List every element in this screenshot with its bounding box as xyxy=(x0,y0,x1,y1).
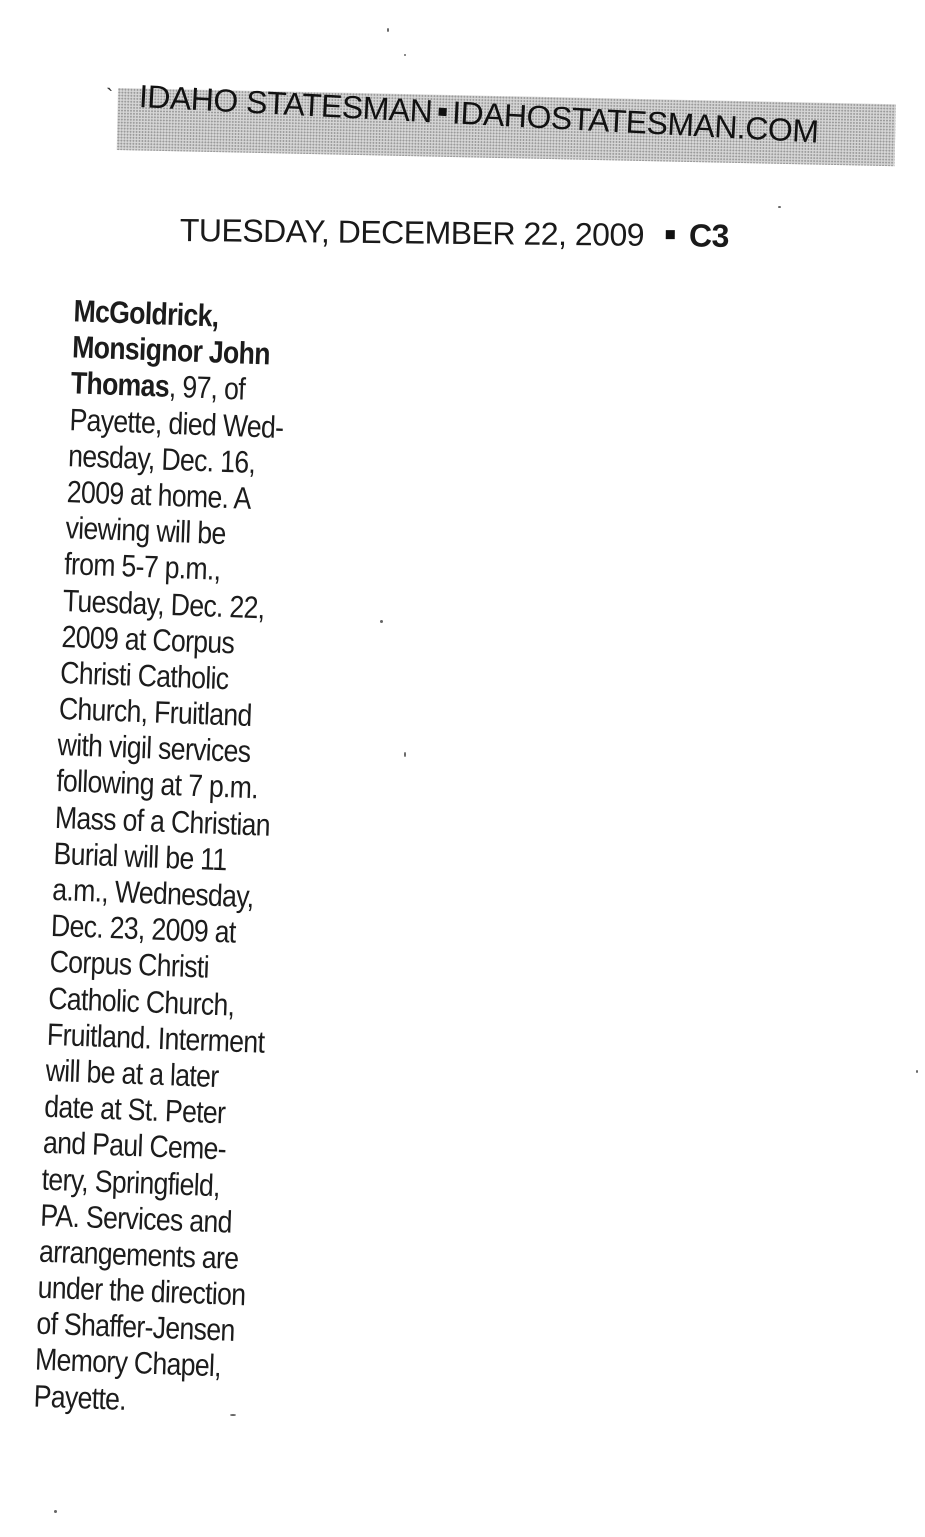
obituary-age: , 97, of xyxy=(168,369,246,407)
scan-speck xyxy=(916,1070,918,1073)
obituary-text-line: Catholic Church, xyxy=(47,980,235,1023)
scan-speck xyxy=(387,28,389,32)
masthead-website: IDAHOSTATESMAN.COM xyxy=(451,94,820,150)
obituary-text-line: Christi Catholic xyxy=(59,654,230,697)
dateline-bullet xyxy=(666,230,675,239)
obituary-text-line: from 5-7 p.m., xyxy=(63,546,222,588)
obituary-name-surname: Thomas xyxy=(70,365,170,405)
obituary-text-line: will be at a later xyxy=(45,1052,220,1095)
scan-speck xyxy=(404,752,406,757)
page-number: C3 xyxy=(688,217,730,254)
dateline-date: TUESDAY, DECEMBER 22, 2009 xyxy=(179,212,645,253)
scan-speck xyxy=(54,1510,57,1513)
obituary-text-line: following at 7 p.m. xyxy=(55,763,259,806)
obituary-text-line: Dec. 23, 2009 at xyxy=(50,908,237,950)
scan-speck xyxy=(230,1414,236,1416)
obituary-text-line: Payette. xyxy=(33,1378,127,1417)
obituary-text-line: 2009 at Corpus xyxy=(60,618,235,661)
obituary-text-line: Fruitland. Interment xyxy=(46,1016,265,1060)
obituary-text-line: Mass of a Christian xyxy=(54,799,271,843)
obituary-text-line: under the direction xyxy=(37,1269,247,1313)
obituary-text-line: Memory Chapel, xyxy=(34,1342,222,1384)
obituary-text-line: a.m., Wednesday, xyxy=(51,871,255,915)
obituary-text-line: Corpus Christi xyxy=(49,944,210,986)
scan-speck xyxy=(404,54,406,56)
obituary-text-line: date at St. Peter xyxy=(43,1088,226,1131)
obituary xyxy=(33,293,394,1434)
obituary-text-line: 2009 at home. A xyxy=(66,474,252,516)
scan-speck xyxy=(380,620,383,623)
masthead-separator xyxy=(438,107,446,115)
obituary-name-line: Monsignor John xyxy=(71,329,271,372)
obituary-text-line: PA. Services and xyxy=(39,1197,233,1240)
masthead-publication: IDAHO STATESMAN xyxy=(138,78,434,130)
obituary-text-line: tery, Springfield, xyxy=(41,1161,221,1203)
obituary-text-line: Tuesday, Dec. 22, xyxy=(62,582,266,625)
obituary-text-line: nesday, Dec. 16, xyxy=(67,437,256,480)
obituary-text-line: Church, Fruitland xyxy=(58,691,253,734)
scan-speck xyxy=(778,206,781,208)
obituary-text-line: viewing will be xyxy=(64,510,227,552)
obituary-text-line: arrangements are xyxy=(38,1233,240,1276)
obituary-name-line: McGoldrick, xyxy=(72,293,220,334)
scan-mark: ` xyxy=(106,84,114,109)
obituary-text-line: with vigil services xyxy=(57,727,252,770)
obituary-text-line: of Shaffer-Jensen xyxy=(35,1305,236,1349)
obituary-text-line: Payette, died Wed- xyxy=(68,401,284,445)
obituary-text-line: and Paul Ceme- xyxy=(42,1125,227,1167)
obituary-text-line: Burial will be 11 xyxy=(53,835,228,878)
dateline xyxy=(180,212,729,255)
